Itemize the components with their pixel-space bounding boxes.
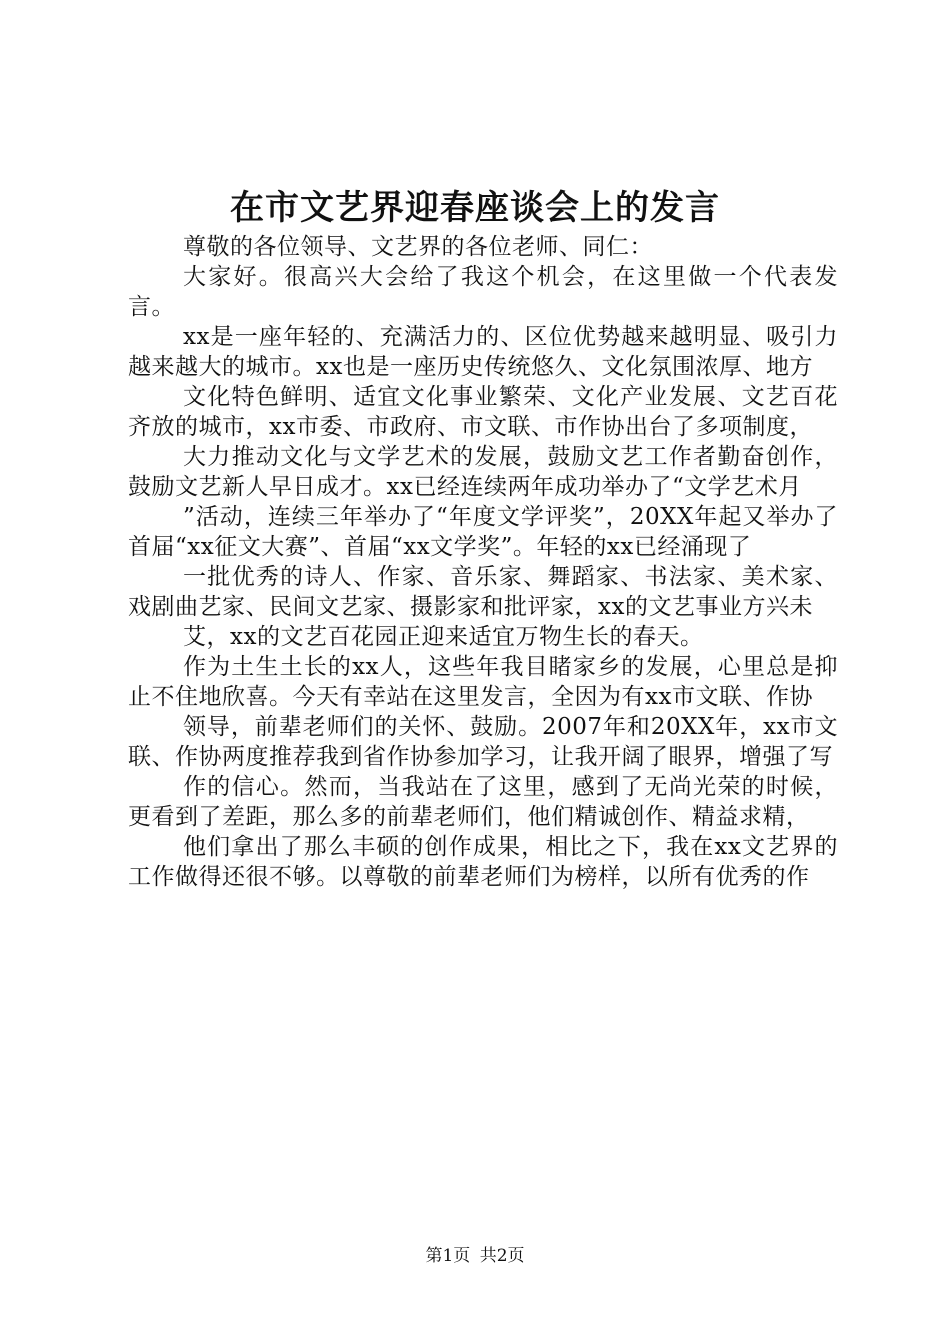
paragraph-salutation: 尊敬的各位领导、文艺界的各位老师、同仁： <box>183 234 653 260</box>
paragraph: xx是一座年轻的、充满活力的、区位优势越来越明显、吸引力越来越大的城市。xx也是一座历史传统悠久、文化氛围浓厚、地方 <box>128 324 838 380</box>
paragraph: 作为土生土长的xx人，这些年我目睹家乡的发展，心里总是抑止不住地欣喜。今天有幸站在这里发言，全因为有xx市文联、作协 <box>128 654 838 710</box>
page-number: 第1页 <box>425 1246 471 1266</box>
page-total: 共2页 <box>479 1246 525 1266</box>
paragraph: 领导，前辈老师们的关怀、鼓励。2007年和20XX年，xx市文联、作协两度推荐我到省作协参加学习，让我开阔了眼界，增强了写 <box>128 714 838 770</box>
document-title: 在市文艺界迎春座谈会上的发言 <box>230 188 720 228</box>
paragraph: 作的信心。然而，当我站在了这里，感到了无尚光荣的时候，更看到了差距，那么多的前辈老师们，他们精诚创作、精益求精， <box>128 774 838 830</box>
paragraph: 大力推动文化与文学艺术的发展，鼓励文艺工作者勤奋创作，鼓励文艺新人早日成才。xx已经连续两年成功举办了“文学艺术月 <box>128 444 838 500</box>
paragraph: ”活动，连续三年举办了“年度文学评奖”，20XX年起又举办了首届“xx征文大赛”、首届“xx文学奖”。年轻的xx已经涌现了 <box>128 504 838 560</box>
paragraph: 大家好。很高兴大会给了我这个机会，在这里做一个代表发言。 <box>128 264 838 320</box>
document-body <box>128 232 838 892</box>
page-footer <box>0 1244 950 1268</box>
paragraph: 艾，xx的文艺百花园正迎来适宜万物生长的春天。 <box>183 624 704 650</box>
paragraph: 文化特色鲜明、适宜文化事业繁荣、文化产业发展、文艺百花齐放的城市，xx市委、市政府、市文联、市作协出台了多项制度， <box>128 384 838 440</box>
paragraph: 他们拿出了那么丰硕的创作成果，相比之下，我在xx文艺界的工作做得还很不够。以尊敬的前辈老师们为榜样，以所有优秀的作 <box>128 834 838 890</box>
paragraph: 一批优秀的诗人、作家、音乐家、舞蹈家、书法家、美术家、戏剧曲艺家、民间文艺家、摄影家和批评家，xx的文艺事业方兴未 <box>128 564 838 620</box>
